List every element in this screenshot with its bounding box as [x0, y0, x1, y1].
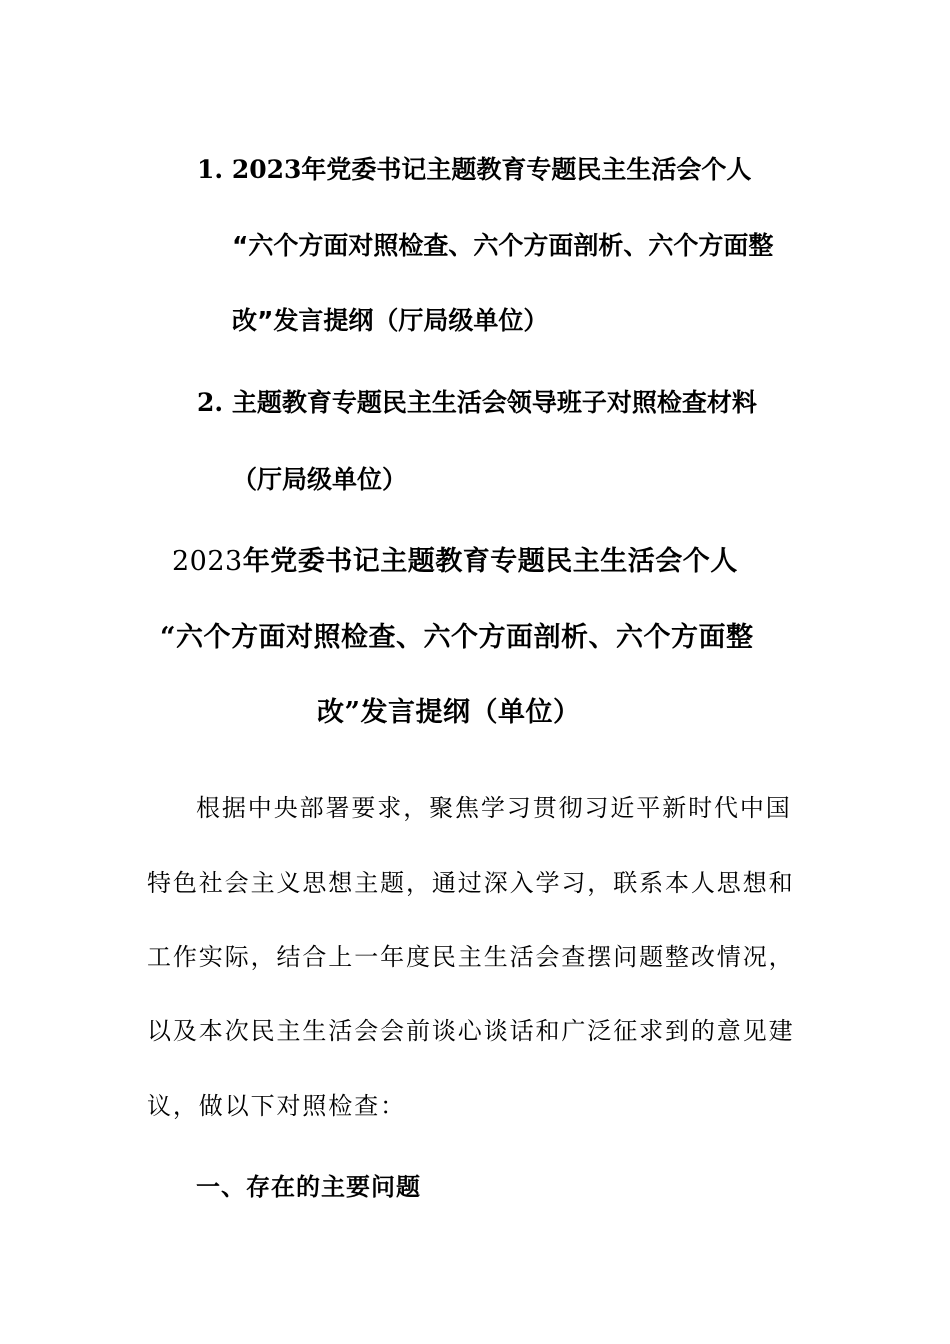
body-line-3: 工作实际，结合上一年度民主生活会查摆问题整改情况，: [147, 943, 795, 971]
toc-item-2-line-2: [232, 463, 407, 497]
toc-item-2-line-1: [197, 386, 757, 420]
toc-item-2-text-2: （厅局级单位）: [232, 465, 408, 494]
section-heading: 一、存在的主要问题: [196, 1173, 421, 1201]
toc-item-1-number: 1.: [197, 155, 224, 184]
body-line-2: 特色社会主义思想主题，通过深入学习，联系本人思想和: [147, 869, 795, 897]
body-line-1: 根据中央部署要求，聚焦学习贯彻习近平新时代中国: [196, 794, 792, 822]
toc-item-2-number: 2.: [197, 388, 224, 417]
document-title-line-3: [317, 696, 581, 730]
document-title-text-3: 改”发言提纲（单位）: [317, 697, 581, 728]
document-title-text-2: “六个方面对照检查、六个方面剖析、六个方面整: [160, 622, 754, 653]
toc-item-1-line-2: [232, 229, 773, 263]
toc-item-1-line-3: [232, 304, 548, 338]
toc-item-1-text-3: 改”发言提纲（厅局级单位）: [232, 306, 549, 335]
toc-item-1-year: 2023: [231, 155, 302, 184]
toc-item-1-line-1: [197, 153, 751, 187]
toc-item-2-text-1: 主题教育专题民主生活会领导班子对照检查材料: [231, 388, 757, 417]
toc-item-1-text-1: 年党委书记主题教育专题民主生活会个人: [301, 155, 752, 184]
document-title-line-2: [160, 621, 754, 655]
toc-item-1-text-2: “六个方面对照检查、六个方面剖析、六个方面整: [232, 231, 774, 260]
body-line-5: 议，做以下对照检查：: [147, 1092, 406, 1120]
body-line-4: 以及本次民主生活会会前谈心谈话和广泛征求到的意见建: [147, 1017, 795, 1045]
document-title-text-1: 年党委书记主题教育专题民主生活会个人: [242, 546, 738, 577]
document-title-line-1: [172, 545, 738, 579]
document-title-year: 2023: [172, 546, 243, 577]
